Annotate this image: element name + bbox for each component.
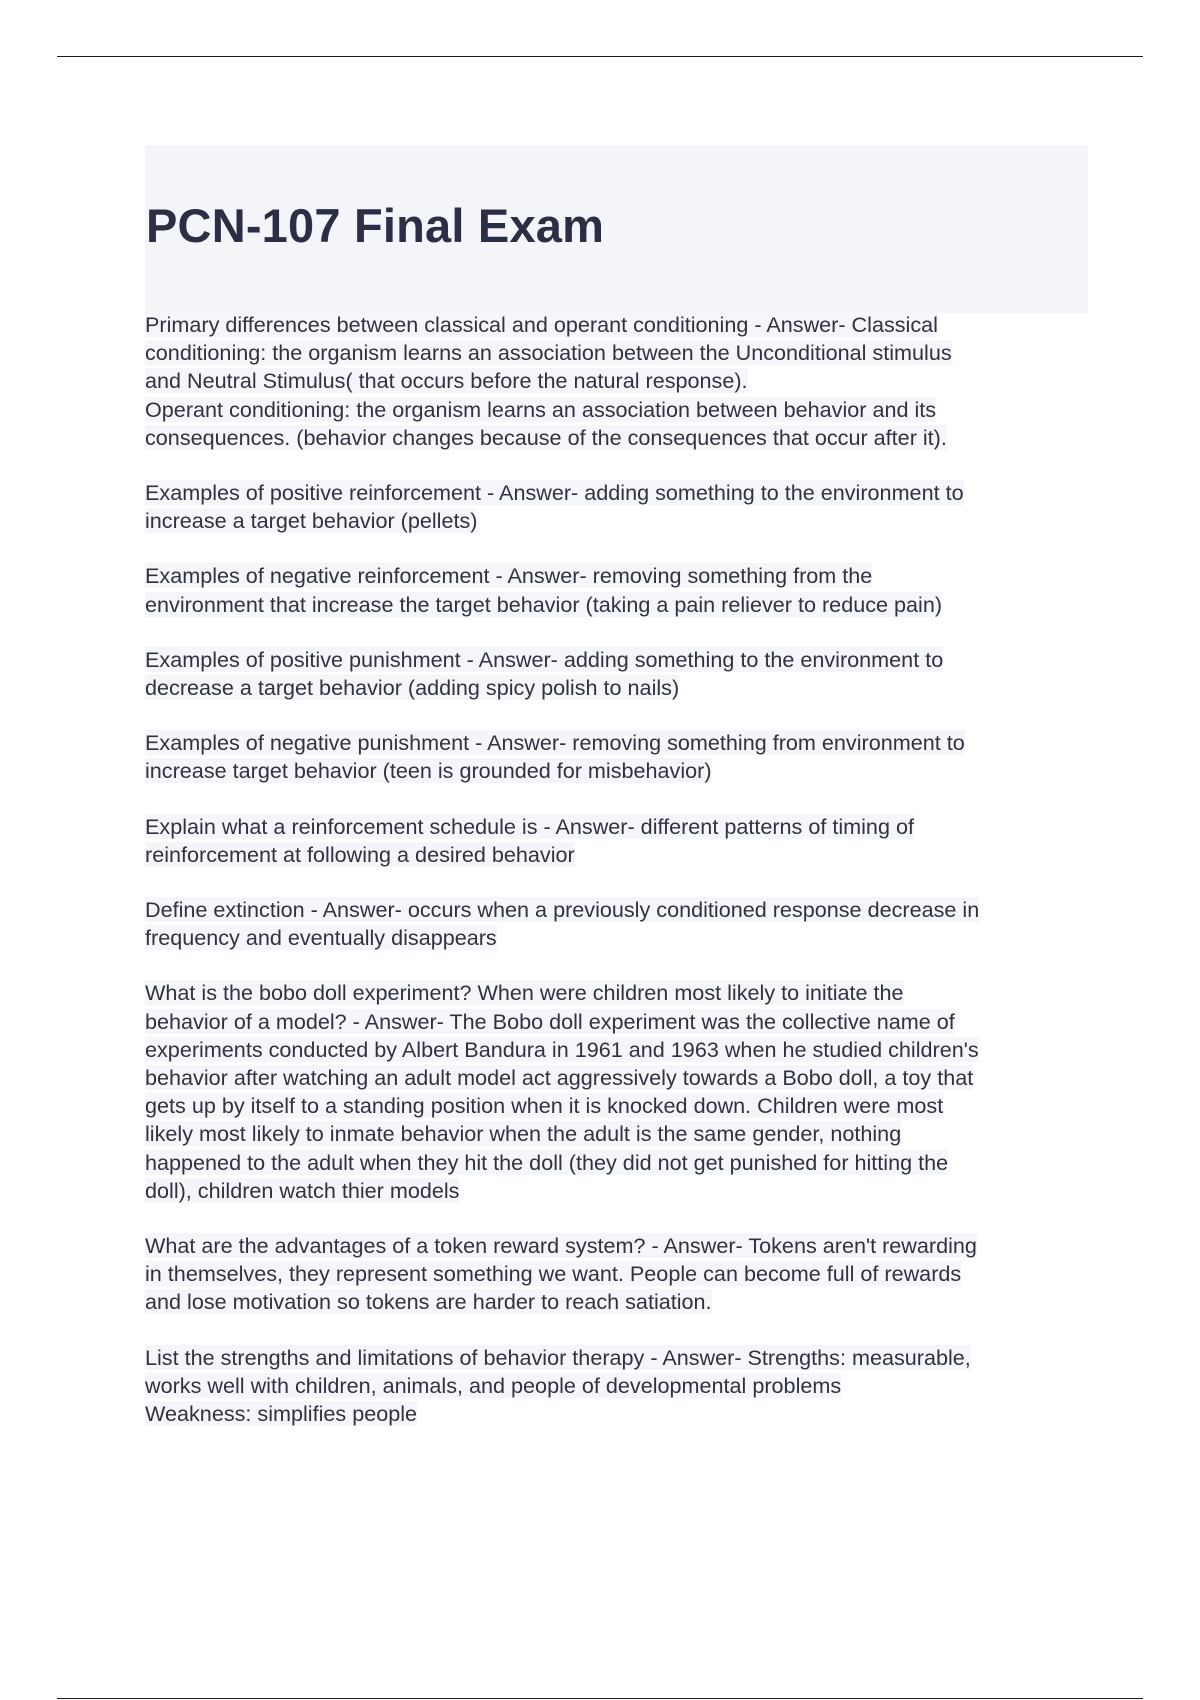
qa-text-line: [145, 1120, 1090, 1148]
qa-text-line: [145, 896, 1090, 924]
qa-list: [145, 311, 1090, 1455]
qa-item: [145, 479, 1090, 535]
qa-item: [145, 646, 1090, 702]
qa-text-line: [145, 1344, 1090, 1372]
qa-text: decrease a target behavior (adding spicy polish to nails): [145, 675, 680, 701]
qa-text: happened to the adult when they hit the doll (they did not get punished for hitting the: [145, 1149, 949, 1175]
qa-text: frequency and eventually disappears: [145, 925, 497, 951]
qa-text: Define extinction - Answer- occurs when a previously conditioned response decrease in: [145, 897, 980, 923]
qa-text-line: [145, 424, 1090, 452]
qa-text: doll), children watch thier models: [145, 1177, 460, 1203]
qa-text-line: [145, 1372, 1090, 1400]
qa-text-line: [145, 1260, 1090, 1288]
qa-text-line: [145, 1177, 1090, 1205]
qa-text-line: [145, 841, 1090, 869]
qa-text: Examples of negative punishment - Answer- removing something from environment to: [145, 730, 965, 756]
qa-item: [145, 311, 1090, 452]
qa-text-line: [145, 979, 1090, 1007]
qa-text-line: [145, 1232, 1090, 1260]
qa-text: What is the bobo doll experiment? When were children most likely to initiate the: [145, 980, 904, 1006]
qa-text: Examples of positive reinforcement - Answer- adding something to the environment to: [145, 480, 964, 506]
qa-text-line: [145, 646, 1090, 674]
qa-text: increase target behavior (teen is grounded for misbehavior): [145, 758, 712, 784]
qa-text: Explain what a reinforcement schedule is - Answer- different patterns of timing of: [145, 813, 914, 839]
qa-text-line: [145, 813, 1090, 841]
qa-text-line: [145, 1008, 1090, 1036]
qa-text: gets up by itself to a standing position when it is knocked down. Children were most: [145, 1093, 944, 1119]
qa-text: behavior of a model? - Answer- The Bobo doll experiment was the collective name of: [145, 1008, 955, 1034]
qa-text: works well with children, animals, and people of developmental problems: [145, 1372, 842, 1398]
qa-text-line: [145, 562, 1090, 590]
bottom-divider: [57, 1698, 1143, 1699]
qa-text-line: [145, 339, 1090, 367]
qa-item: [145, 896, 1090, 952]
qa-text: consequences. (behavior changes because of the consequences that occur after it).: [145, 424, 947, 450]
qa-text-line: [145, 507, 1090, 535]
qa-text-line: [145, 729, 1090, 757]
qa-text-line: [145, 1400, 1090, 1428]
qa-text: in themselves, they represent something we want. People can become full of rewards: [145, 1261, 962, 1287]
qa-text-line: [145, 674, 1090, 702]
qa-text: Primary differences between classical and operant conditioning - Answer- Classical: [145, 312, 938, 337]
qa-text: Examples of negative reinforcement - Answer- removing something from the: [145, 563, 873, 589]
qa-text-line: [145, 1064, 1090, 1092]
qa-text-line: [145, 1149, 1090, 1177]
page-title: PCN-107 Final Exam: [146, 199, 605, 252]
qa-text: reinforcement at following a desired behavior: [145, 841, 575, 867]
qa-item: [145, 1232, 1090, 1317]
qa-text: and Neutral Stimulus( that occurs before the natural response).: [145, 368, 748, 394]
qa-text: List the strengths and limitations of behavior therapy - Answer- Strengths: measurable,: [145, 1344, 971, 1370]
qa-item: [145, 729, 1090, 785]
qa-item: [145, 562, 1090, 618]
qa-text: conditioning: the organism learns an association between the Unconditional stimulus: [145, 340, 952, 366]
qa-item: [145, 979, 1090, 1205]
qa-text-line: [145, 1036, 1090, 1064]
qa-text: Examples of positive punishment - Answer- adding something to the environment to: [145, 646, 944, 672]
qa-text: and lose motivation so tokens are harder to reach satiation.: [145, 1289, 712, 1315]
qa-item: [145, 1344, 1090, 1429]
qa-text-line: [145, 1288, 1090, 1316]
qa-text: behavior after watching an adult model act aggressively towards a Bobo doll, a toy that: [145, 1065, 974, 1091]
qa-text-line: [145, 367, 1090, 395]
qa-text: likely most likely to inmate behavior when the adult is the same gender, nothing: [145, 1121, 902, 1147]
qa-text: Operant conditioning: the organism learns an association between behavior and its: [145, 396, 937, 422]
qa-item: [145, 813, 1090, 869]
qa-text: What are the advantages of a token reward system? - Answer- Tokens aren't rewarding: [145, 1233, 977, 1259]
qa-text-line: [145, 757, 1090, 785]
qa-text-line: [145, 396, 1090, 424]
qa-text-line: [145, 591, 1090, 619]
qa-text-line: [145, 924, 1090, 952]
qa-text-line: [145, 311, 1090, 339]
qa-text-line: [145, 479, 1090, 507]
qa-text: Weakness: simplifies people: [145, 1401, 418, 1427]
top-divider: [57, 56, 1143, 57]
qa-text: environment that increase the target behavior (taking a pain reliever to reduce pain): [145, 591, 943, 617]
qa-text: increase a target behavior (pellets): [145, 508, 478, 534]
qa-text-line: [145, 1092, 1090, 1120]
qa-text: experiments conducted by Albert Bandura in 1961 and 1963 when he studied children's: [145, 1036, 979, 1062]
